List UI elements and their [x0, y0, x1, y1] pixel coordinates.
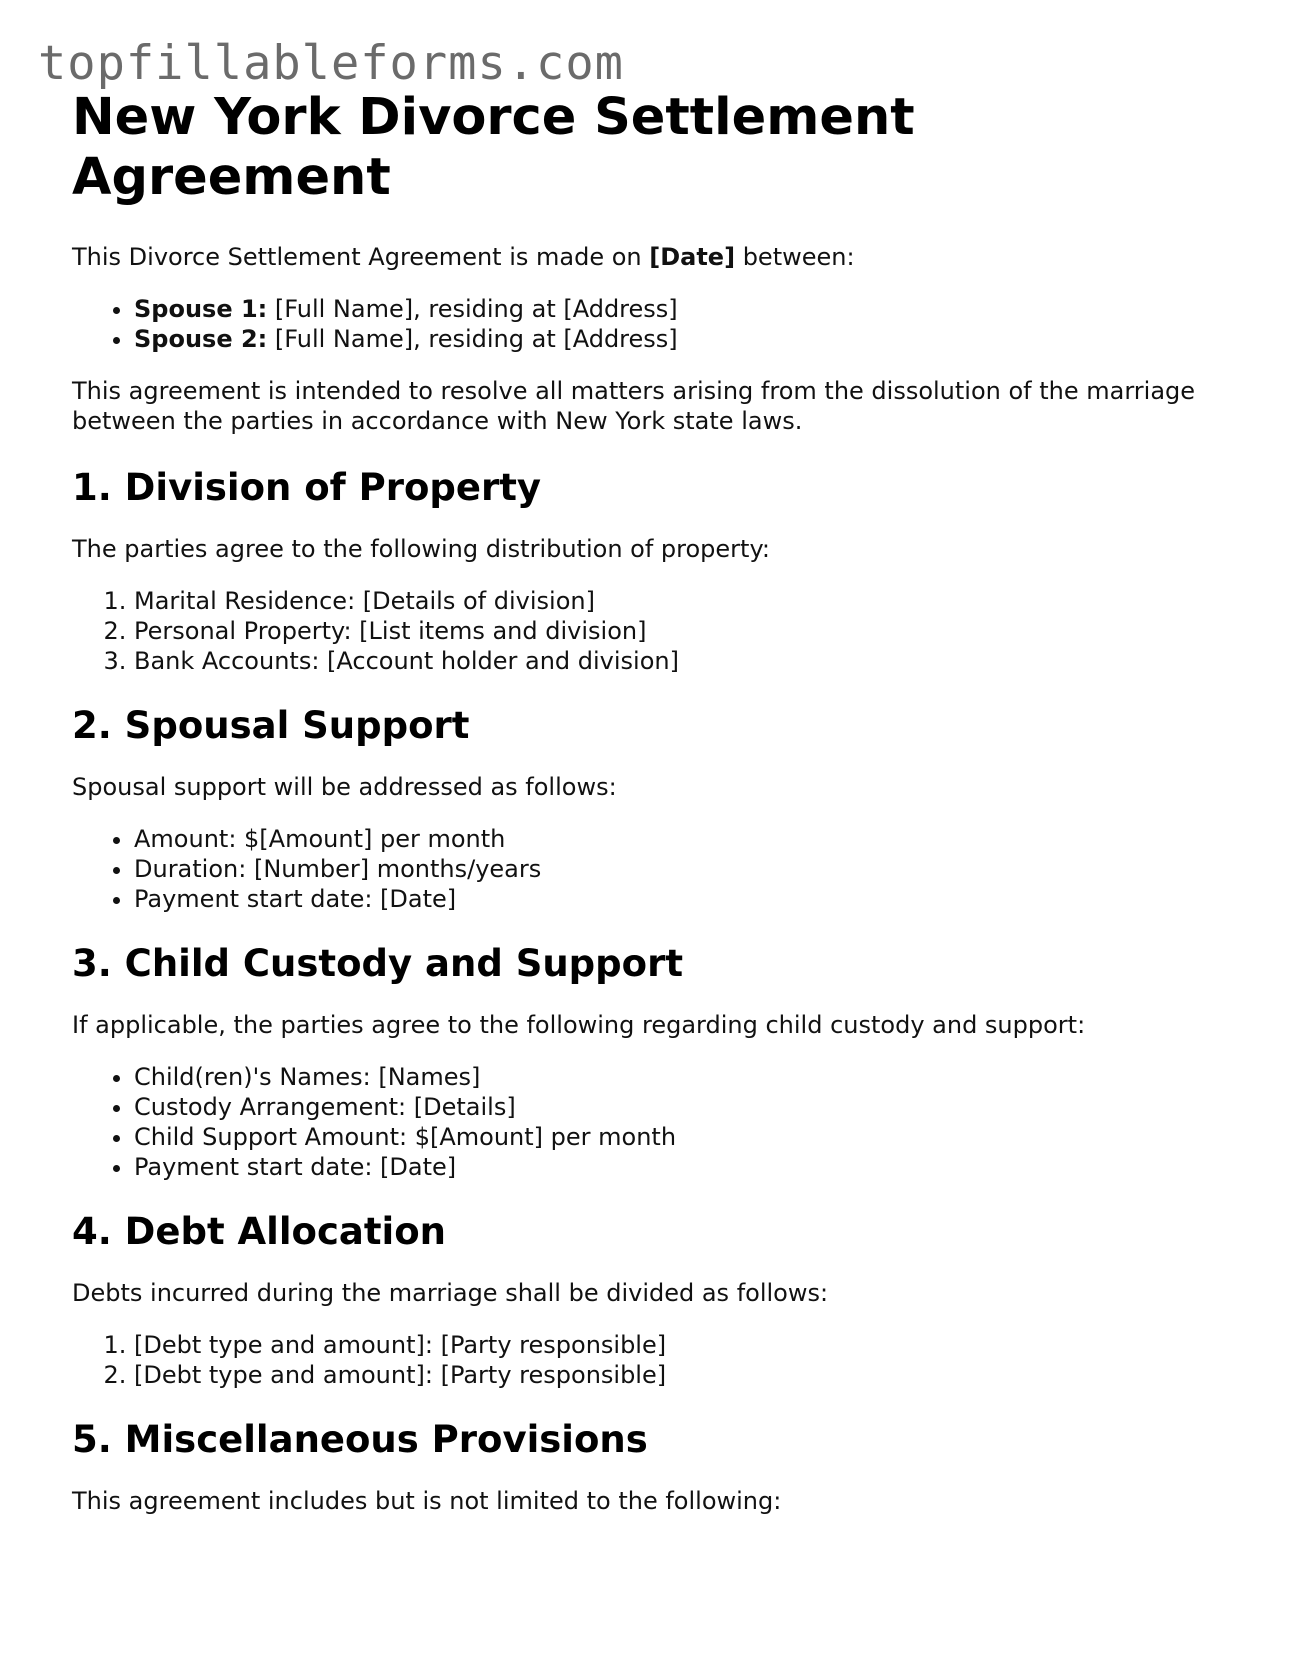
- document-title: New York Divorce Settlement Agreement: [72, 88, 915, 207]
- section-lead-misc: This agreement includes but is not limited to the following:: [72, 1487, 782, 1515]
- list-item: • Child Support Amount: $[Amount] per month: [134, 1122, 1232, 1152]
- list-item: 2. [Debt type and amount]: [Party responsible]: [134, 1360, 1232, 1390]
- section-heading-property: 1. Division of Property: [72, 466, 542, 509]
- list-item: 1. [Debt type and amount]: [Party responsible]: [134, 1330, 1232, 1360]
- document-body: [72, 88, 1232, 1538]
- list-item: [134, 324, 1232, 354]
- section-heading-spousal: 2. Spousal Support: [72, 704, 470, 747]
- intro-paragraph: [72, 242, 1232, 272]
- list-item: • Payment start date: [Date]: [134, 884, 1232, 914]
- list-item: • Payment start date: [Date]: [134, 1152, 1232, 1182]
- section-lead-custody: If applicable, the parties agree to the following regarding child custody and support:: [72, 1011, 1086, 1039]
- parties-list: [72, 294, 1232, 354]
- intro-prefix: This Divorce Settlement Agreement is made on: [72, 243, 650, 271]
- party-text: [Full Name], residing at [Address]: [267, 325, 678, 353]
- section-lead-debt: Debts incurred during the marriage shall be divided as follows:: [72, 1279, 829, 1307]
- watermark-text: topfillableforms.com: [38, 36, 624, 91]
- list-item: • Duration: [Number] months/years: [134, 854, 1232, 884]
- intro-suffix: between:: [735, 243, 855, 271]
- list-item: • Child(ren)'s Names: [Names]: [134, 1062, 1232, 1092]
- list-item: 3. Bank Accounts: [Account holder and division]: [134, 646, 1232, 676]
- list-item: 1. Marital Residence: [Details of division]: [134, 586, 1232, 616]
- party-label: Spouse 1:: [134, 295, 268, 323]
- list-item: [134, 294, 1232, 324]
- list-item: • Amount: $[Amount] per month: [134, 824, 1232, 854]
- party-text: [Full Name], residing at [Address]: [267, 295, 678, 323]
- section-heading-debt: 4. Debt Allocation: [72, 1210, 446, 1253]
- intro-date: [Date]: [649, 243, 736, 271]
- party-label: Spouse 2:: [134, 325, 268, 353]
- section-lead-property: The parties agree to the following distribution of property:: [72, 535, 770, 563]
- list-item: • Custody Arrangement: [Details]: [134, 1092, 1232, 1122]
- section-heading-custody: 3. Child Custody and Support: [72, 942, 684, 985]
- custody-list: [72, 1062, 1232, 1182]
- property-list: [72, 586, 1232, 676]
- list-item: 2. Personal Property: [List items and division]: [134, 616, 1232, 646]
- section-heading-misc: 5. Miscellaneous Provisions: [72, 1418, 648, 1461]
- purpose-paragraph: This agreement is intended to resolve all matters arising from the dissolution of the marriage between the parties in accordance with New York state laws.: [72, 377, 1196, 435]
- section-lead-spousal: Spousal support will be addressed as follows:: [72, 773, 617, 801]
- spousal-list: [72, 824, 1232, 914]
- debt-list: [72, 1330, 1232, 1390]
